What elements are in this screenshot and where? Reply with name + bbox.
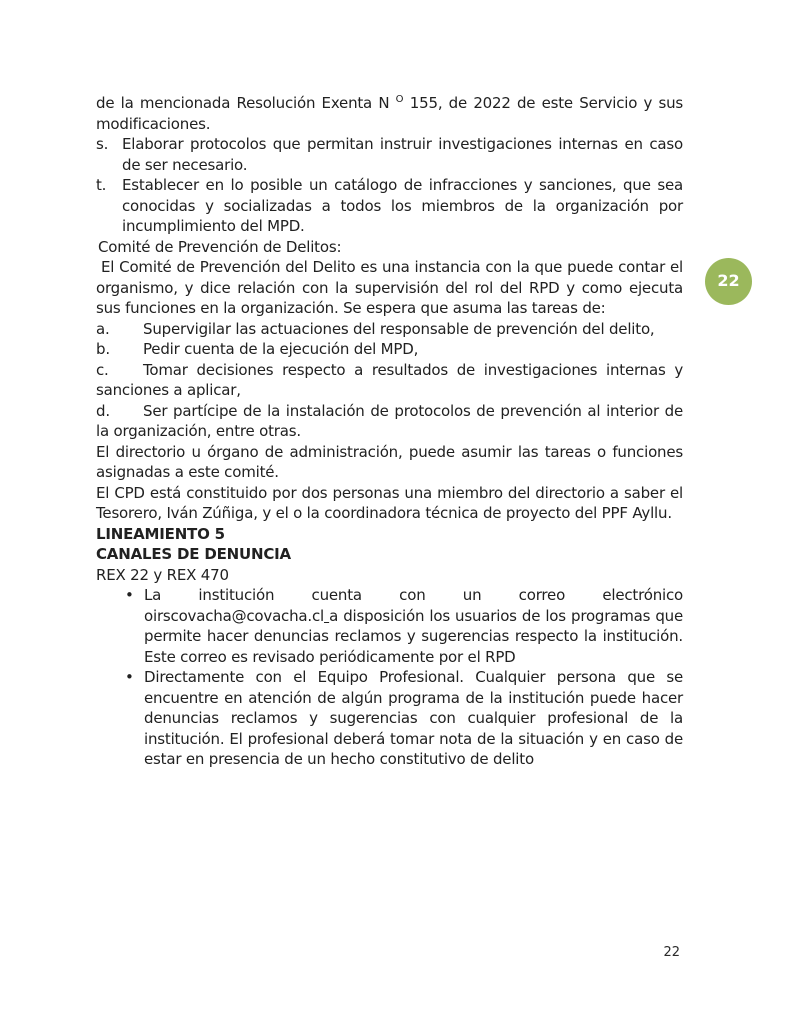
footer-page-number: 22 bbox=[663, 945, 680, 960]
item-label: s. bbox=[96, 135, 109, 153]
task-item-d bbox=[96, 401, 683, 442]
bullet-item-email-channel bbox=[96, 585, 683, 667]
section-heading-line2: CANALES DE DENUNCIA bbox=[96, 545, 291, 563]
task-label: b. bbox=[96, 340, 110, 358]
task-label: a. bbox=[96, 319, 110, 338]
bullet-text bbox=[144, 585, 683, 667]
task-item-b bbox=[96, 339, 683, 360]
directorio-paragraph: El directorio u órgano de administración, puede asumir las tareas o funciones asignadas a este comité. bbox=[96, 442, 683, 481]
bullet-icon: • bbox=[125, 586, 134, 604]
task-text: Ser partícipe de la instalación de protocolos de prevención al interior de la organización, entre otras. bbox=[96, 401, 683, 440]
bullet-list bbox=[96, 585, 683, 770]
task-text: Supervigilar las actuaciones del responsable de prevención del delito, bbox=[143, 319, 655, 338]
task-item-c bbox=[96, 360, 683, 401]
bullet-text: Directamente con el Equipo Profesional. Cualquier persona que se encuentre en atención de algún programa de la institución puede hacer denuncias reclamos y sugerencias con cualquier profesional de la institución. El profesional deberá tomar nota de la situación y en caso de estar en presencia de un hecho constitutivo de delito bbox=[144, 668, 683, 768]
item-text: Establecer en lo posible un catálogo de infracciones y sanciones, que sea conocidas y socializadas a todos los miembros de la organización por incumplimiento del MPD. bbox=[122, 176, 683, 235]
lettered-item-s bbox=[96, 134, 683, 175]
cpd-paragraph: El CPD está constituido por dos personas una miembro del directorio a saber el Tesorero, Iván Zúñiga, y el o la coordinadora técnica de proyecto del PPF Ayllu. bbox=[96, 483, 683, 522]
ordinal-superscript: O bbox=[395, 94, 404, 105]
intro-text-pre: de la mencionada Resolución Exenta N bbox=[96, 94, 396, 112]
email-link[interactable]: oirscovacha@covacha.cl bbox=[144, 606, 324, 625]
item-text: Elaborar protocolos que permitan instruir investigaciones internas en caso de ser necesario. bbox=[122, 135, 683, 174]
task-label: c. bbox=[96, 360, 109, 379]
intro-paragraph bbox=[96, 90, 683, 134]
intro-text-post: 155, de 2022 de este Servicio y sus modificaciones. bbox=[96, 94, 683, 133]
item-label: t. bbox=[96, 176, 107, 194]
task-text: Tomar decisiones respecto a resultados de investigaciones internas y sanciones a aplicar, bbox=[96, 360, 683, 399]
document-content bbox=[96, 90, 683, 770]
comite-paragraph: El Comité de Prevención del Delito es una instancia con la que puede contar el organismo, y dice relación con la supervisión del rol del RPD y como ejecuta sus funciones en la organización. Se espera que asuma las tareas de: bbox=[96, 258, 683, 317]
page-marker-badge: 22 bbox=[705, 258, 752, 305]
task-text: Pedir cuenta de la ejecución del MPD, bbox=[143, 340, 419, 358]
task-label: d. bbox=[96, 401, 110, 420]
lettered-item-t bbox=[96, 175, 683, 237]
section-heading bbox=[96, 524, 683, 565]
task-item-a bbox=[96, 319, 683, 340]
bullet-text-post: a disposición los usuarios de los programas que permite hacer denuncias reclamos y sugerencias respecto la institución. Este correo es revisado periódicamente por el RPD bbox=[144, 606, 683, 666]
comite-heading: Comité de Prevención de Delitos: bbox=[98, 237, 342, 256]
section-heading-line1: LINEAMIENTO 5 bbox=[96, 524, 225, 543]
bullet-text-pre: La institución cuenta con un correo electrónico bbox=[144, 586, 683, 604]
rex-line: REX 22 y REX 470 bbox=[96, 565, 229, 584]
bullet-item-professional-channel bbox=[96, 667, 683, 770]
bullet-icon: • bbox=[125, 668, 134, 686]
